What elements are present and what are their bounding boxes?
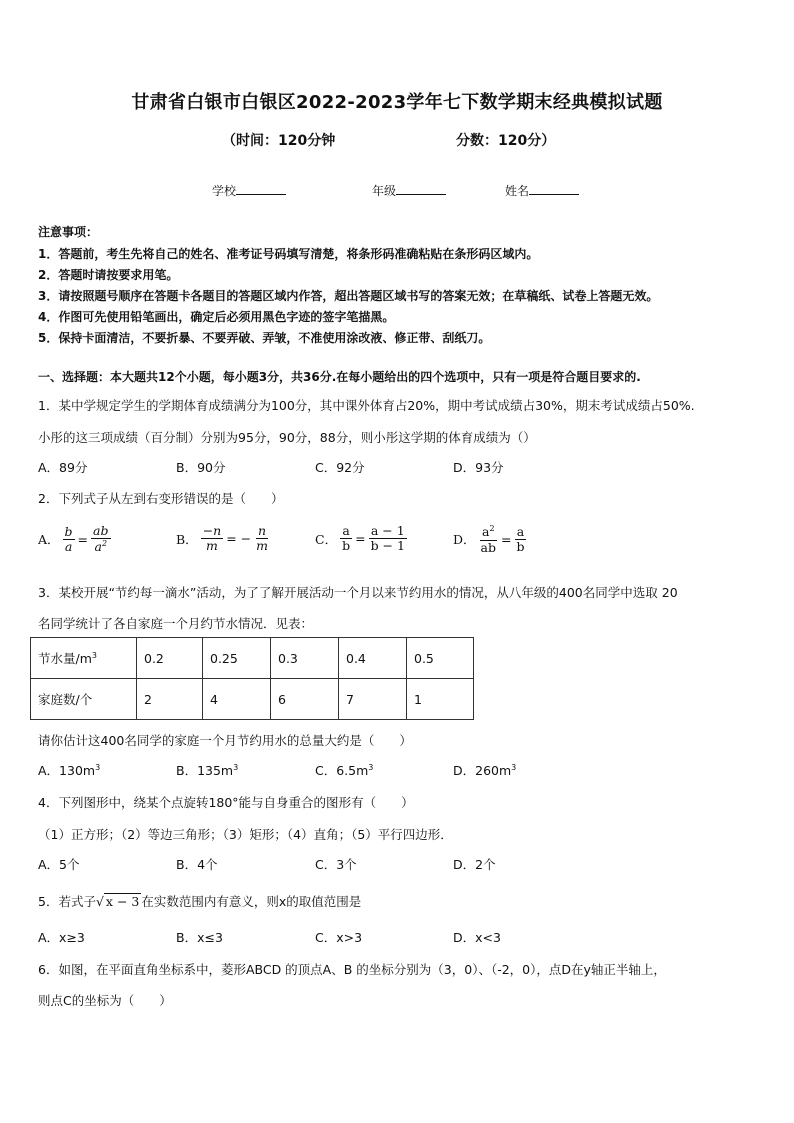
q1-option-b[interactable]: B．90分 bbox=[176, 460, 226, 475]
table-cell: 0.3 bbox=[271, 638, 339, 679]
name-field bbox=[505, 182, 579, 199]
table-cell: 7 bbox=[339, 679, 407, 720]
table-header-cell: 家庭数/个 bbox=[31, 679, 137, 720]
equals-sign: = bbox=[355, 531, 366, 547]
q1-stem-line1: 1．某中学规定学生的学期体育成绩满分为100分，其中课外体育占20%，期中考试成绩占30%，期末考试成绩占50%. bbox=[38, 398, 695, 413]
section-heading: 一、选择题：本大题共12个小题，每小题3分，共36分.在每小题给出的四个选项中，只有一项是符合题目要求的. bbox=[38, 370, 641, 384]
fraction-denominator: b bbox=[516, 538, 525, 554]
q2-option-a[interactable] bbox=[38, 524, 111, 555]
q2-option-c[interactable] bbox=[315, 524, 407, 554]
option-label: B． bbox=[176, 531, 198, 547]
fraction-numerator: a bbox=[481, 524, 490, 540]
grade-field bbox=[372, 182, 446, 199]
note-item: 2．答题时请按要求用笔。 bbox=[38, 268, 179, 282]
table-cell: 0.4 bbox=[339, 638, 407, 679]
table-header-cell: 节水量$/m^3$ bbox=[31, 638, 137, 679]
fraction-numerator: n bbox=[258, 523, 267, 538]
notes-heading: 注意事项： bbox=[38, 225, 99, 239]
table-cell: 0.2 bbox=[137, 638, 203, 679]
fraction-numerator: b bbox=[64, 523, 73, 539]
q6-stem-line1: 6．如图，在平面直角坐标系中，菱形ABCD 的顶点A、B 的坐标分别为（3，0）、（-2，0），点D在y轴正半轴上， bbox=[38, 962, 666, 977]
q2-stem: 2．下列式子从左到右变形错误的是（ ） bbox=[38, 491, 284, 506]
school-blank[interactable] bbox=[236, 182, 286, 195]
exponent: 3 bbox=[95, 762, 101, 772]
q3-stem-line1: 3．某校开展“节约每一滴水”活动，为了了解开展活动一个月以来节约用水的情况，从八年级的400名同学中选取 20 bbox=[38, 585, 678, 600]
total-score: 分数：120分） bbox=[456, 133, 556, 149]
q2-option-d[interactable] bbox=[453, 524, 527, 555]
time-limit: （时间：120分钟 bbox=[222, 133, 336, 149]
page-title: 甘肃省白银市白银区2022-2023学年七下数学期末经典模拟试题 bbox=[131, 92, 663, 113]
q1-option-a[interactable]: A．89分 bbox=[38, 460, 88, 475]
option-label: D． bbox=[453, 532, 476, 548]
table-cell: 0.25 bbox=[203, 638, 271, 679]
q4-shape-list: （1）正方形；（2）等边三角形；（3）矩形；（4）直角；（5）平行四边形． bbox=[38, 827, 453, 842]
fraction-numerator: −n bbox=[202, 523, 222, 538]
q3-option-d[interactable]: D．$260m^3$ bbox=[453, 762, 517, 778]
fraction-numerator: a − 1 bbox=[370, 523, 405, 538]
fraction-denominator: m bbox=[206, 538, 218, 554]
square-root: √ x − 3 bbox=[95, 894, 140, 909]
q1-option-d[interactable]: D．93分 bbox=[453, 460, 504, 475]
q6-stem-line2: 则点C的坐标为（ ） bbox=[38, 993, 172, 1008]
fraction-denominator: ab bbox=[480, 539, 496, 555]
option-label: C． bbox=[315, 531, 338, 547]
radicand: x − 3 bbox=[105, 894, 140, 909]
q1-option-c[interactable]: C．92分 bbox=[315, 460, 365, 475]
q4-option-c[interactable]: C．3个 bbox=[315, 857, 357, 872]
q4-option-a[interactable]: A．5个 bbox=[38, 857, 80, 872]
fraction-denominator: a bbox=[64, 538, 73, 554]
note-item: 4．作图可先使用铅笔画出，确定后必须用黑色字迹的签字笔描黑。 bbox=[38, 310, 395, 324]
q3-option-c[interactable]: C．$6.5m^3$ bbox=[315, 762, 374, 778]
q5-option-b[interactable]: B．x≤3 bbox=[176, 930, 223, 945]
fraction-numerator: a bbox=[516, 523, 525, 539]
water-saving-table bbox=[30, 637, 474, 720]
exponent: 3 bbox=[233, 762, 239, 772]
grade-label: 年级 bbox=[372, 184, 397, 198]
q5-option-c[interactable]: C．x>3 bbox=[315, 930, 363, 945]
fraction-denominator: b bbox=[342, 538, 351, 554]
q3-option-b[interactable]: B．$135m^3$ bbox=[176, 762, 239, 778]
q5-stem: 5．若式子√ x − 3 在实数范围内有意义，则x的取值范围是 bbox=[38, 894, 362, 909]
q3-stem-line3: 请你估计这400名同学的家庭一个月节约用水的总量大约是（ ） bbox=[38, 733, 412, 748]
q5-option-a[interactable]: A．x≥3 bbox=[38, 930, 85, 945]
table-cell: 6 bbox=[271, 679, 339, 720]
q1-stem-line2: 小彤的这三项成绩（百分制）分别为95分，90分，88分，则小彤这学期的体育成绩为（） bbox=[38, 430, 536, 445]
name-blank[interactable] bbox=[529, 182, 579, 195]
school-label: 学校 bbox=[212, 184, 237, 198]
note-item: 3．请按照题号顺序在答题卡各题目的答题区域内作答，超出答题区域书写的答案无效；在草稿纸、试卷上答题无效。 bbox=[38, 289, 659, 303]
fraction-denominator: a bbox=[94, 539, 102, 555]
q3-stem-line2: 名同学统计了各自家庭一个月约节水情况．见表： bbox=[38, 616, 314, 631]
q4-option-b[interactable]: B．4个 bbox=[176, 857, 218, 872]
exponent: 3 bbox=[91, 650, 97, 660]
fraction-numerator: a bbox=[342, 523, 350, 538]
name-label: 姓名 bbox=[505, 184, 530, 198]
fraction-numerator: ab bbox=[93, 523, 109, 538]
table-cell: 0.5 bbox=[407, 638, 474, 679]
q4-option-d[interactable]: D．2个 bbox=[453, 857, 496, 872]
q2-option-b[interactable] bbox=[176, 524, 270, 554]
fraction-denominator: b − 1 bbox=[370, 538, 405, 554]
equals-minus: = − bbox=[226, 531, 252, 547]
table-cell: 4 bbox=[203, 679, 271, 720]
table-row bbox=[31, 679, 474, 720]
grade-blank[interactable] bbox=[396, 182, 446, 195]
fraction-denominator: m bbox=[256, 538, 268, 554]
exponent: 2 bbox=[101, 539, 108, 549]
equals-sign: = bbox=[77, 531, 89, 547]
q4-stem: 4．下列图形中，绕某个点旋转180°能与自身重合的图形有（ ） bbox=[38, 795, 414, 810]
q3-option-a[interactable]: A．$130m^3$ bbox=[38, 762, 101, 778]
q5-option-d[interactable]: D．x<3 bbox=[453, 930, 501, 945]
note-item: 1．答题前，考生先将自己的姓名、准考证号码填写清楚，将条形码准确粘贴在条形码区域内。 bbox=[38, 247, 539, 261]
table-cell: 2 bbox=[137, 679, 203, 720]
school-field bbox=[212, 182, 286, 199]
exponent: 2 bbox=[489, 524, 495, 533]
table-row bbox=[31, 638, 474, 679]
note-item: 5．保持卡面清洁，不要折暴、不要弄破、弄皱，不准使用涂改液、修正带、刮纸刀。 bbox=[38, 331, 491, 345]
option-label: A． bbox=[38, 532, 60, 548]
table-cell: 1 bbox=[407, 679, 474, 720]
exponent: 3 bbox=[368, 762, 374, 772]
equals-sign: = bbox=[501, 531, 512, 547]
exponent: 3 bbox=[511, 762, 517, 772]
